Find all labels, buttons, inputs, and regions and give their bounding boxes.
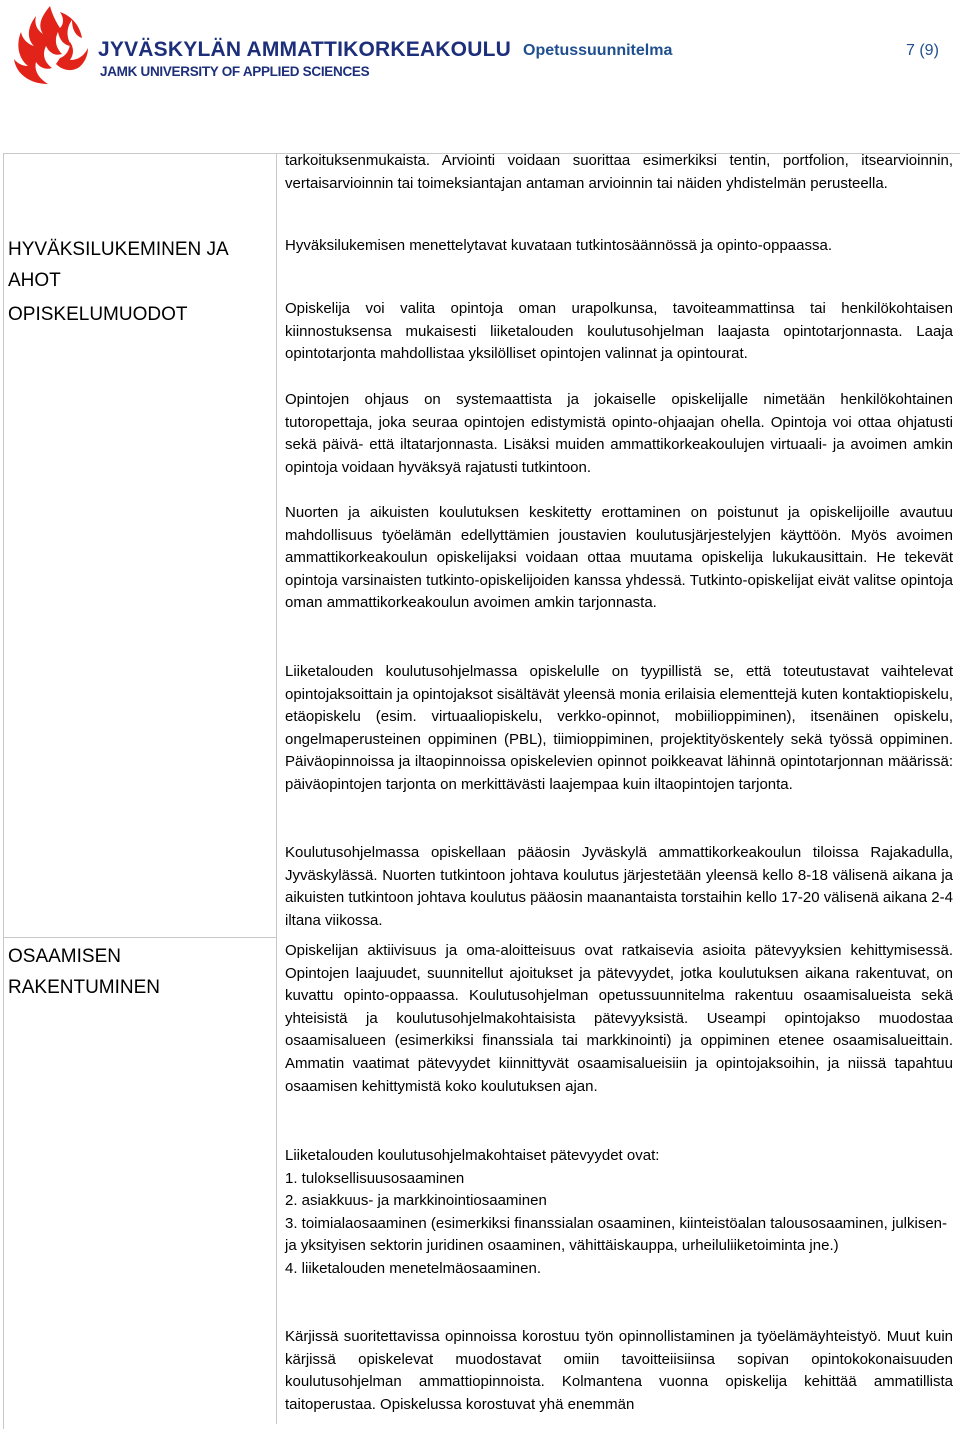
- paragraph-menettelytavat: [285, 235, 953, 258]
- jamk-logo: [10, 4, 511, 88]
- paragraph-karjet: [285, 1326, 953, 1416]
- heading-osaamisen-rakentuminen: OSAAMISEN RAKENTUMINEN: [8, 946, 161, 998]
- paragraph-text: Opiskelijan aktiivisuus ja oma-aloitteisuus ovat ratkaisevia asioita pätevyyksien kehittymisessä. Opintojen laajuudet, suunnitellut ajoitukset ja pätevyydet, jotka koulutuksen aikana rakentuvat, on kuvattu opinto-oppaassa. Koulutusohjelman opetussuunnitelma rakentuu osaamisalueista sekä yhteisistä ja koulutusohjelmakohtaisista pätevyyksistä. Useampi opintojakso muodostaa osaamisalueen (esimerkiksi finanssiala tai markkinointi) ja oppiminen etenee osaamisalueittain. Ammatin vaatimat pätevyydet kiinnittyvät osaamisalueisiin ja opintojaksoihin, ja niissä tapahtuu osaamisen kehittymistä koko koulutuksen ajan.: [285, 942, 953, 1095]
- paragraph-text: Hyväksilukemisen menettelytavat kuvataan tutkintosäännössä ja opinto-oppaassa.: [285, 237, 832, 254]
- list-item: 3. toimialaosaaminen (esimerkiksi finanssialan osaaminen, kiinteistöalan talousosaaminen, julkisen- ja yksityisen sektorin juridinen osaaminen, vähittäiskauppa, urheiluliiketoiminta jne.): [285, 1214, 947, 1255]
- flame-logo-icon: [10, 4, 94, 88]
- paragraph-arviointi: [285, 150, 953, 195]
- paragraph-opintojen-valinta: [285, 298, 953, 366]
- document-title: Opetussuunnitelma: [523, 42, 673, 59]
- paragraph-tilat-ajat: [285, 842, 953, 932]
- list-item: 2. asiakkuus- ja markkinointiosaaminen: [285, 1192, 547, 1210]
- column-divider: [276, 153, 277, 1424]
- paragraph-text: Nuorten ja aikuisten koulutuksen keskitetty erottaminen on poistunut ja opiskelijoille avautuu mahdollisuus työelämän edellyttämien joustavien koulutusjärjestelyjen käyttöön. Myös avoimen ammattikorkeakoulun opiskelijaksi voidaan ottaa muutama opiskelija lukukausittain. He tekevät opintoja varsinaisten tutkinto-opiskelijoiden kanssa yhdessä. Tutkinto-opiskelijat eivät valitse opintoja oman ammattikorkeakoulun avoimen amkin tarjonnasta.: [285, 504, 953, 612]
- paragraph-text: tarkoituksenmukaista. Arviointi voidaan suorittaa esimerkiksi tentin, portfolion, itsearvioinnin, vertaisarvioinnin tai toimeksiantajan antaman arvioinnin tai näiden yhdistelmän perusteella.: [285, 152, 953, 192]
- paragraph-text: Kärjissä suoritettavissa opinnoissa korostuu työn opinnollistaminen ja työelämäyhteistyö. Muut kuin kärjissä opiskelevat muodostavat omiin tavoitteiisiinsa sopivan opintokokonaisuuden koulutusohjelman ammattiopinnoista. Kolmantena vuonna opiskelija kehittää ammatillista taitoperustaa. Opiskelussa korostuvat yhä enemmän: [285, 1328, 953, 1413]
- paragraph-ohjaus: [285, 389, 953, 479]
- list-item: 4. liiketalouden menetelmäosaaminen.: [285, 1259, 541, 1277]
- paragraph-nuorten-aikuisten: [285, 502, 953, 615]
- page-header: [0, 0, 960, 110]
- paragraph-toteutustavat: [285, 661, 953, 797]
- paragraph-text: Opintojen ohjaus on systemaattista ja jokaiselle opiskelijalle nimetään henkilökohtainen tutoropettaja, joka seuraa opintojen edistymistä opinto-ohjaajan ohella. Opintoja voi ottaa ohjatusti sekä päivä- että iltatarjonnasta. Lisäksi muiden ammattikorkeakoulujen virtuaali- ja avoimen amkin opintoja voidaan hyväksyä rajatusti tutkintoon.: [285, 391, 953, 476]
- heading-hyvaksilukeminen: HYVÄKSILUKEMINEN JA AHOT: [8, 239, 228, 291]
- paragraph-text: Opiskelija voi valita opintoja oman urapolkunsa, tavoiteammattinsa tai henkilökohtaisen kiinnostuksensa mukaisesti liiketalouden koulutusohjelman laajasta opintotarjonnasta. Laaja opintotarjonta mahdollistaa yksilölliset opintojen valinnat ja opintourat.: [285, 300, 953, 363]
- list-item: 1. tuloksellisuusosaaminen: [285, 1169, 465, 1187]
- competence-list: [285, 1145, 953, 1281]
- page-number: 7 (9): [906, 42, 939, 59]
- paragraph-text: Koulutusohjelmassa opiskellaan pääosin Jyväskylä ammattikorkeakoulun tiloissa Rajakadulla, Jyväskylässä. Nuorten tutkintoon johtava koulutus järjestetään yleensä kello 8-18 välisenä aikana ja aikuisten tutkintoon johtava koulutus pääosin maanantaista torstaihin kello 17-20 välisenä aikana 2-4 iltana viikossa.: [285, 844, 953, 929]
- logo-name-english: JAMK UNIVERSITY OF APPLIED SCIENCES: [100, 64, 370, 79]
- paragraph-aktiivisuus: [285, 940, 953, 1098]
- list-intro: Liiketalouden koulutusohjelmakohtaiset pätevyydet ovat:: [285, 1147, 660, 1164]
- logo-name-finnish: JYVÄSKYLÄN AMMATTIKORKEAKOULU: [98, 38, 511, 61]
- heading-opiskelumuodot: OPISKELUMUODOT: [8, 304, 188, 325]
- row-divider: [3, 937, 277, 938]
- paragraph-text: Liiketalouden koulutusohjelmassa opiskelulle on tyypillistä se, että toteutustavat vaihtelevat opintojaksoittain ja opintojaksot sisältävät yleensä monia erilaisia elementtejä kuten kontaktiopiskelu, etäopiskelu (esim. virtuaaliopiskelu, verkko-opinnot, mobiilioppiminen), itsenäinen opiskelu, ongelmaperusteinen oppiminen (PBL), tiimioppiminen, projektityöskentely sekä työssä oppiminen. Päiväopinnoissa ja iltaopinnoissa opiskelevien opinnot poikkeavat lähinnä opintotarjonnan määrissä: päiväopintojen tarjonta on merkittävästi laajempaa kuin iltaopintojen tarjonta.: [285, 663, 953, 793]
